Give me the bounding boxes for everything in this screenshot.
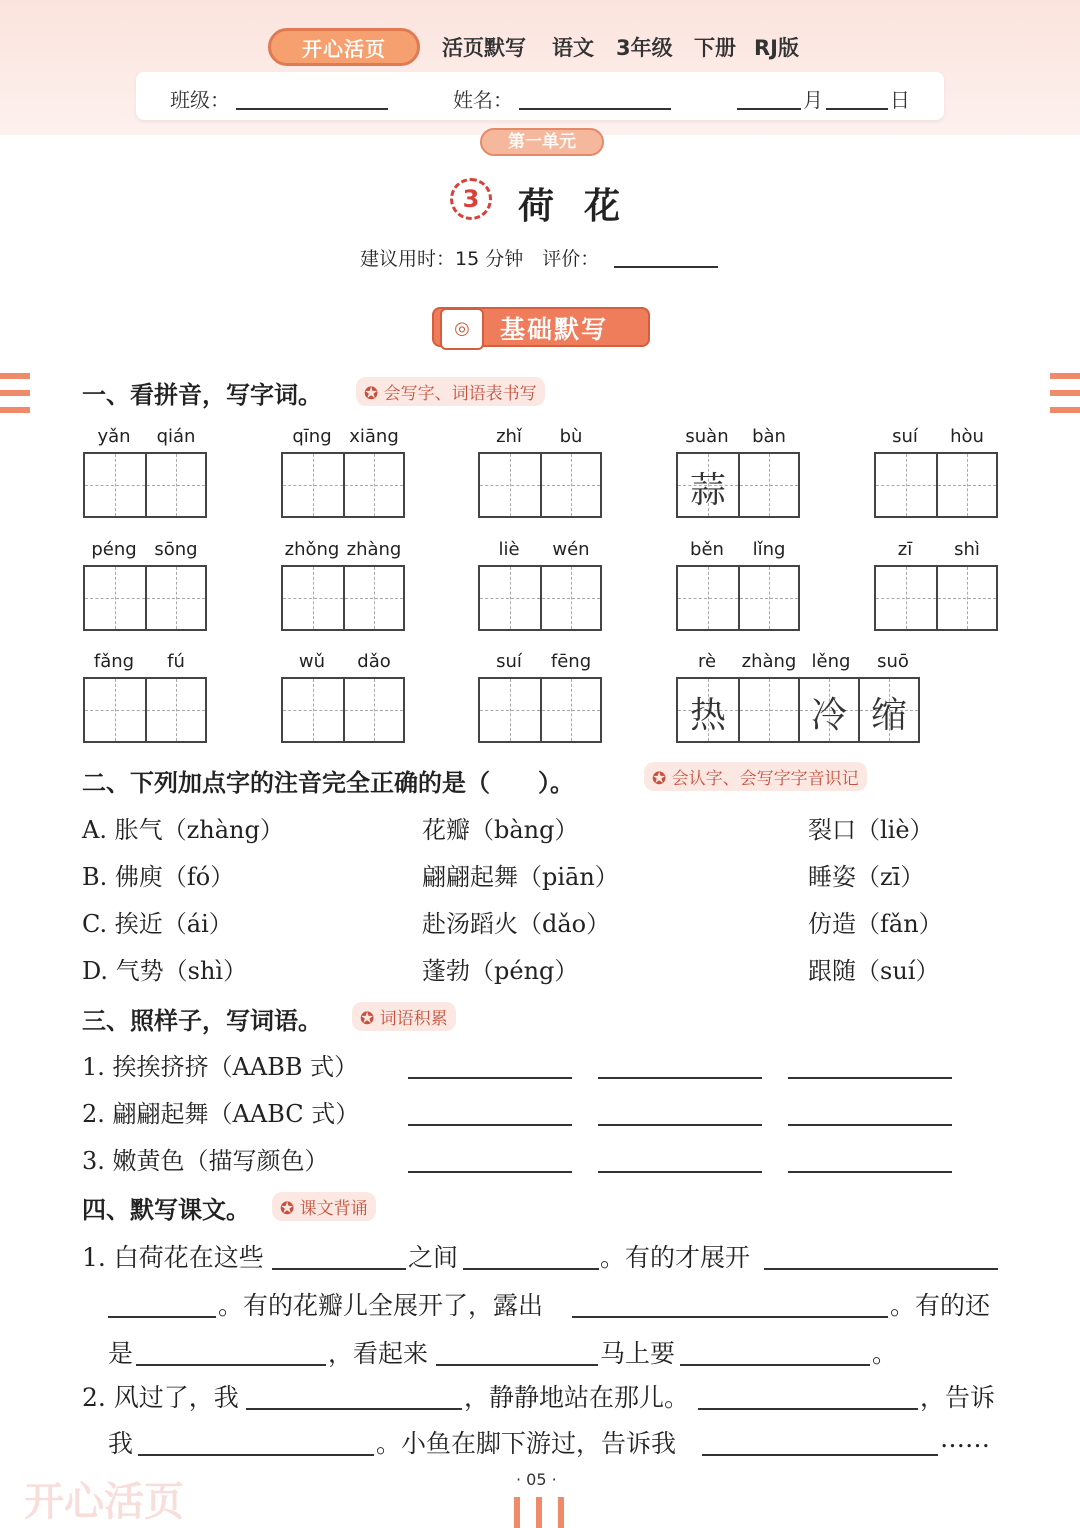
writing-cell[interactable] xyxy=(480,679,540,741)
side-marker-left xyxy=(0,373,30,379)
pinyin-label: wǔ xyxy=(298,651,326,672)
answer-blank[interactable] xyxy=(598,1077,762,1079)
recite-text: ，静静地站在那儿。 xyxy=(464,1383,690,1412)
recite-text: 是 xyxy=(108,1339,134,1368)
pinyin-label: suí xyxy=(496,651,522,672)
recite-blank[interactable] xyxy=(680,1364,870,1366)
cell-guide-line xyxy=(115,567,116,629)
edition-label: RJ版 xyxy=(754,36,799,60)
pinyin-label: zī xyxy=(897,539,913,560)
cell-guide-line xyxy=(769,679,770,741)
q3-item-1: 1. 挨挨挤挤（AABB 式） xyxy=(82,1053,359,1081)
pinyin-label: suō xyxy=(877,651,909,672)
writing-cell[interactable] xyxy=(283,567,343,629)
day-field[interactable] xyxy=(826,108,888,110)
writing-cell[interactable] xyxy=(738,454,798,516)
q4-title: 四、默写课文。 xyxy=(82,1196,250,1224)
recite-blank[interactable] xyxy=(108,1316,216,1318)
option-c-3: 仿造（fǎn） xyxy=(808,910,943,938)
writing-cell[interactable] xyxy=(343,679,403,741)
name-field[interactable] xyxy=(519,108,671,110)
cell-guide-line xyxy=(571,567,572,629)
writing-cell[interactable] xyxy=(540,679,600,741)
writing-grid xyxy=(676,565,800,631)
pinyin-label: fú xyxy=(167,651,185,672)
cell-guide-line xyxy=(708,567,709,629)
watermark-text: 开心活页 xyxy=(24,1479,184,1525)
cell-guide-line xyxy=(115,454,116,516)
writing-grid xyxy=(478,565,602,631)
sample-character: 缩 xyxy=(870,695,907,736)
subject-label: 语文 xyxy=(552,36,594,60)
q4-tag: ✪ 课文背诵 xyxy=(272,1192,376,1221)
name-label: 姓名： xyxy=(453,88,513,112)
option-b-3: 睡姿（zī） xyxy=(808,863,925,891)
answer-blank[interactable] xyxy=(788,1077,952,1079)
cell-guide-line xyxy=(906,454,907,516)
footer-bar xyxy=(514,1497,520,1528)
answer-blank[interactable] xyxy=(788,1171,952,1173)
q4-tag-text: 课文背诵 xyxy=(299,1199,368,1219)
cell-guide-line xyxy=(176,567,177,629)
writing-cell[interactable] xyxy=(540,567,600,629)
q1-tag-text: 会写字、词语表书写 xyxy=(383,384,537,404)
recite-blank[interactable] xyxy=(764,1268,998,1270)
q2-tag: ✪ 会认字、会写字字音识记 xyxy=(644,762,867,791)
option-c-2: 赴汤蹈火（dǎo） xyxy=(422,910,611,938)
writing-cell[interactable] xyxy=(85,567,145,629)
option-d-1: D. 气势（shì） xyxy=(82,957,248,985)
writing-cell[interactable] xyxy=(738,567,798,629)
recite-blank[interactable] xyxy=(136,1364,326,1366)
writing-cell[interactable] xyxy=(145,454,205,516)
side-marker-right xyxy=(1050,390,1080,396)
writing-cell[interactable] xyxy=(85,679,145,741)
pinyin-label: suí xyxy=(892,426,918,447)
pinyin-label: zhǒng xyxy=(284,539,340,560)
q2-tag-text: 会认字、会写字字音识记 xyxy=(671,769,859,789)
recite-text: 马上要 xyxy=(600,1339,676,1368)
recite-text: 1. 白荷花在这些 xyxy=(82,1243,264,1272)
cell-guide-line xyxy=(571,679,572,741)
grade-label: 3年级 xyxy=(616,36,673,60)
pinyin-label: fǎng xyxy=(93,651,135,672)
writing-grid xyxy=(83,452,207,518)
sample-character: 热 xyxy=(689,695,726,736)
recite-text: 2. 风过了，我 xyxy=(82,1383,239,1412)
q2-title: 二、下列加点字的注音完全正确的是（ ）。 xyxy=(82,769,574,797)
side-marker-right xyxy=(1050,373,1080,379)
pinyin-label: hòu xyxy=(950,426,984,447)
month-field[interactable] xyxy=(737,108,801,110)
writing-grid xyxy=(676,677,920,743)
recite-text: 我 xyxy=(108,1429,134,1458)
answer-blank[interactable] xyxy=(598,1171,762,1173)
writing-grid xyxy=(83,677,207,743)
pinyin-label: yǎn xyxy=(97,426,131,447)
lesson-title: 荷花 xyxy=(518,185,651,227)
pinyin-label: rè xyxy=(697,651,717,672)
cell-guide-line xyxy=(769,454,770,516)
q3-tag: ✪ 词语积累 xyxy=(352,1002,456,1031)
recite-text: ，告诉 xyxy=(920,1383,996,1412)
page-number: · 05 · xyxy=(516,1470,557,1489)
pinyin-label: bù xyxy=(559,426,583,447)
q3-item-3: 3. 嫩黄色（描写颜色） xyxy=(82,1147,329,1175)
recite-text: ，看起来 xyxy=(328,1339,429,1368)
cell-guide-line xyxy=(115,679,116,741)
writing-cell[interactable] xyxy=(343,454,403,516)
cell-guide-line xyxy=(510,567,511,629)
unit-badge: 第一单元 xyxy=(480,128,604,156)
writing-grid xyxy=(281,677,405,743)
recite-text: 。有的还 xyxy=(890,1291,991,1320)
pinyin-label: xiāng xyxy=(349,426,399,447)
writing-grid xyxy=(874,565,998,631)
writing-grid xyxy=(83,565,207,631)
option-c-1: C. 挨近（ái） xyxy=(82,910,233,938)
target-icon: ◎ xyxy=(440,308,484,350)
writing-grid xyxy=(478,452,602,518)
writing-grid xyxy=(676,452,800,518)
writing-cell[interactable] xyxy=(678,679,738,741)
pinyin-label: dǎo xyxy=(357,651,391,672)
pinyin-label: wén xyxy=(552,539,590,560)
recite-blank[interactable] xyxy=(698,1408,918,1410)
q3-item-2: 2. 翩翩起舞（AABC 式） xyxy=(82,1100,360,1128)
cell-guide-line xyxy=(374,679,375,741)
recite-blank[interactable] xyxy=(246,1408,462,1410)
writing-cell[interactable] xyxy=(145,679,205,741)
recite-text: …… xyxy=(940,1424,990,1453)
pinyin-label: zhǐ xyxy=(496,426,522,447)
pinyin-label: fēng xyxy=(550,651,592,672)
sample-character: 冷 xyxy=(810,695,847,736)
cell-guide-line xyxy=(176,679,177,741)
time-line: 建议用时：15 分钟 评价： xyxy=(360,248,600,270)
pinyin-label: suàn xyxy=(685,426,729,447)
writing-cell[interactable] xyxy=(678,567,738,629)
writing-cell[interactable] xyxy=(85,454,145,516)
series-label: 活页默写 xyxy=(442,36,526,60)
section-title: 基础默写 xyxy=(500,315,609,344)
answer-blank[interactable] xyxy=(598,1124,762,1126)
volume-label: 下册 xyxy=(694,36,736,60)
option-b-2: 翩翩起舞（piān） xyxy=(422,863,619,891)
recite-blank[interactable] xyxy=(572,1316,888,1318)
option-a-1: A. 胀气（zhàng） xyxy=(82,816,284,844)
cell-guide-line xyxy=(967,567,968,629)
writing-cell[interactable] xyxy=(145,567,205,629)
writing-cell[interactable] xyxy=(480,454,540,516)
recite-blank[interactable] xyxy=(272,1268,406,1270)
writing-cell[interactable] xyxy=(480,567,540,629)
option-d-2: 蓬勃（péng） xyxy=(422,957,579,985)
day-label: 日 xyxy=(890,88,910,112)
cell-guide-line xyxy=(313,454,314,516)
q3-tag-text: 词语积累 xyxy=(379,1009,448,1029)
side-marker-right xyxy=(1050,407,1080,413)
recite-text: 。小鱼在脚下游过，告诉我 xyxy=(376,1429,677,1458)
writing-cell[interactable] xyxy=(343,567,403,629)
pinyin-label: bàn xyxy=(752,426,786,447)
recite-blank[interactable] xyxy=(702,1454,938,1456)
option-a-2: 花瓣（bàng） xyxy=(422,816,579,844)
q1-tag: ✪ 会写字、词语表书写 xyxy=(356,377,545,406)
writing-grid xyxy=(874,452,998,518)
pinyin-label: lěng xyxy=(811,651,851,672)
cell-guide-line xyxy=(313,679,314,741)
q3-title: 三、照样子，写词语。 xyxy=(82,1007,322,1035)
writing-cell[interactable] xyxy=(936,454,996,516)
cell-guide-line xyxy=(967,454,968,516)
writing-cell[interactable] xyxy=(876,567,936,629)
class-label: 班级： xyxy=(170,88,230,112)
writing-cell[interactable] xyxy=(876,454,936,516)
pinyin-label: lǐng xyxy=(752,539,786,560)
q1-title: 一、看拼音，写字词。 xyxy=(82,381,322,409)
writing-cell[interactable] xyxy=(283,679,343,741)
evaluation-field[interactable] xyxy=(614,266,718,268)
recite-text: 。有的才展开 xyxy=(600,1243,751,1272)
pinyin-label: zhàng xyxy=(346,539,402,560)
writing-cell[interactable] xyxy=(678,454,738,516)
recite-blank[interactable] xyxy=(463,1268,599,1270)
month-label: 月 xyxy=(803,88,823,112)
cell-guide-line xyxy=(769,567,770,629)
writing-cell[interactable] xyxy=(936,567,996,629)
pinyin-label: péng xyxy=(91,539,137,560)
writing-cell[interactable] xyxy=(283,454,343,516)
writing-cell[interactable] xyxy=(798,679,858,741)
option-a-3: 裂口（liè） xyxy=(808,816,934,844)
pinyin-label: liè xyxy=(498,539,520,560)
recite-blank[interactable] xyxy=(436,1364,598,1366)
cell-guide-line xyxy=(313,567,314,629)
answer-blank[interactable] xyxy=(788,1124,952,1126)
option-d-3: 跟随（suí） xyxy=(808,957,940,985)
recite-text: 。 xyxy=(872,1339,898,1368)
writing-cell[interactable] xyxy=(738,679,798,741)
option-b-1: B. 佛庾（fó） xyxy=(82,863,235,891)
writing-cell[interactable] xyxy=(858,679,918,741)
cell-guide-line xyxy=(176,454,177,516)
brand-logo: 开心活页 xyxy=(268,28,420,66)
pinyin-label: zhàng xyxy=(741,651,797,672)
answer-blank[interactable] xyxy=(408,1124,572,1126)
side-marker-left xyxy=(0,407,30,413)
watermark-logo xyxy=(0,1460,300,1528)
pinyin-label: běn xyxy=(690,539,724,560)
pinyin-label: sōng xyxy=(154,539,198,560)
recite-text: 之间 xyxy=(408,1243,459,1272)
footer-bar xyxy=(558,1497,564,1528)
recite-text: 。有的花瓣儿全展开了，露出 xyxy=(218,1291,544,1320)
sample-character: 蒜 xyxy=(689,470,726,511)
class-field[interactable] xyxy=(236,108,388,110)
cell-guide-line xyxy=(510,454,511,516)
recite-blank[interactable] xyxy=(138,1454,374,1456)
pinyin-label: qián xyxy=(156,426,196,447)
cell-guide-line xyxy=(510,679,511,741)
cell-guide-line xyxy=(374,454,375,516)
pinyin-label: qīng xyxy=(292,426,332,447)
writing-grid xyxy=(478,677,602,743)
answer-blank[interactable] xyxy=(408,1077,572,1079)
pinyin-label: shì xyxy=(954,539,980,560)
cell-guide-line xyxy=(571,454,572,516)
cell-guide-line xyxy=(906,567,907,629)
footer-bar xyxy=(536,1497,542,1528)
writing-grid xyxy=(281,565,405,631)
cell-guide-line xyxy=(374,567,375,629)
writing-grid xyxy=(281,452,405,518)
writing-cell[interactable] xyxy=(540,454,600,516)
lesson-number: 3 xyxy=(450,178,492,220)
side-marker-left xyxy=(0,390,30,396)
answer-blank[interactable] xyxy=(408,1171,572,1173)
